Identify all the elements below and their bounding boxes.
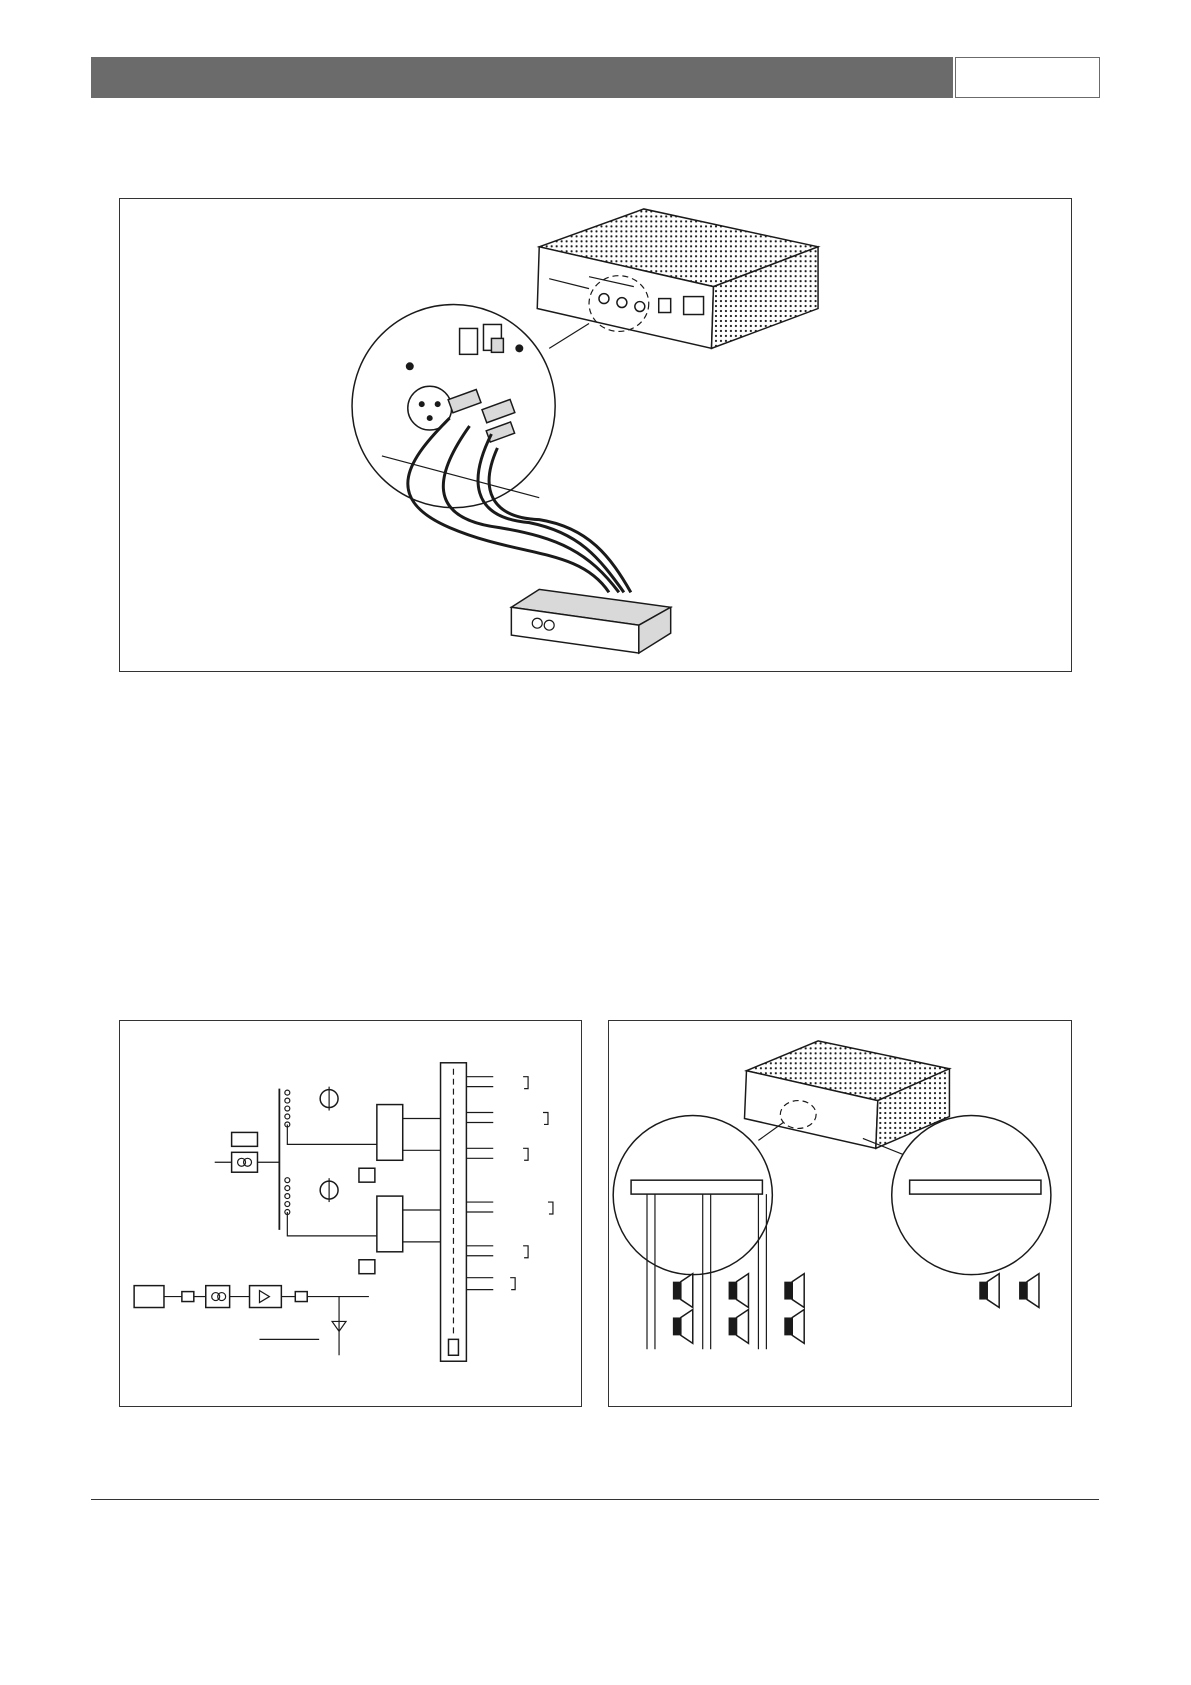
magnified-detail-circle	[352, 305, 555, 508]
cd-player-unit	[511, 589, 670, 653]
amplifier-loudspeaker-wiring-illustration	[609, 1021, 1071, 1406]
volume-knob-1	[320, 1087, 338, 1111]
output-bus-column	[441, 1063, 467, 1361]
footer-rule	[91, 1499, 1099, 1500]
figure-loudspeaker-wiring	[608, 1020, 1072, 1407]
left-detail-circle	[613, 1116, 772, 1275]
right-detail-circle	[892, 1116, 1051, 1275]
amplifier-unit-small	[744, 1041, 949, 1148]
amplifier-cd-player-connection-illustration	[120, 199, 1071, 671]
figure-cd-connection	[119, 198, 1072, 672]
loudspeaker-icons	[673, 1274, 1039, 1344]
input-terminal-column	[279, 1089, 289, 1230]
figure-block-schematic	[119, 1020, 582, 1407]
header-bar	[91, 57, 953, 98]
volume-knob-2	[320, 1178, 338, 1202]
power-input-icon	[134, 1286, 369, 1356]
output-terminals	[466, 1077, 553, 1290]
amplifier-block-schematic	[120, 1021, 581, 1406]
header-page-box	[955, 57, 1100, 98]
amplifier-unit	[537, 209, 818, 348]
